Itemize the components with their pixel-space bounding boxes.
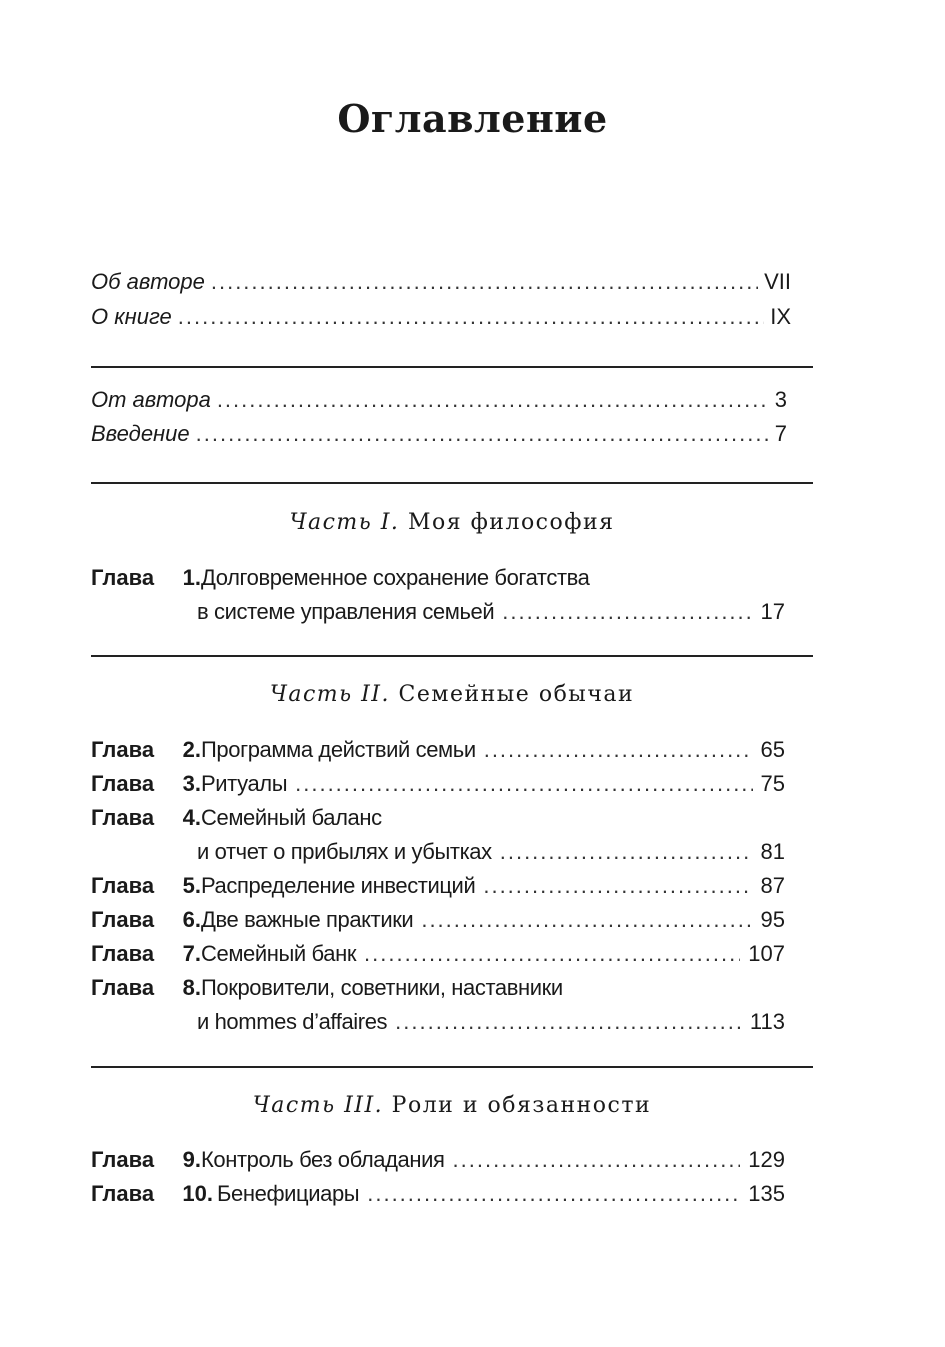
chapter-title: Программа действий семьи (201, 737, 476, 762)
dot-leader (500, 835, 753, 869)
chapter-word: Глава (91, 771, 155, 796)
chapter-row (217, 1177, 785, 1211)
chapter-number: 9. (182, 1147, 201, 1172)
chapter-row (201, 869, 785, 903)
chapter-word: Глава (91, 941, 155, 966)
toc-page-number: 81 (760, 839, 785, 864)
chapter-number: 7. (182, 941, 201, 966)
chapter-title-cont (197, 1005, 785, 1039)
chapter-title: Распределение инвестиций (201, 873, 476, 898)
chapter-number: 5. (182, 873, 201, 898)
dot-leader (502, 595, 752, 629)
toc-entry-label: О книге (91, 304, 172, 329)
chapter-row (201, 937, 785, 971)
chapter-number: 4. (182, 805, 201, 830)
chapter-number: 1. (182, 565, 201, 590)
chapter-title-cont (197, 595, 785, 629)
part-name: Моя философия (407, 510, 615, 535)
part-heading (91, 506, 813, 540)
chapter-number: 3. (182, 771, 201, 796)
chapter-title: Бенефициары (217, 1181, 360, 1206)
chapter-title-line2: и отчет о прибылях и убытках (197, 839, 492, 864)
chapter-title-line2: в системе управления семьей (197, 599, 495, 624)
chapter-title-cont (197, 835, 785, 869)
chapter-title: Контроль без обладания (201, 1147, 445, 1172)
chapter-word: Глава (91, 805, 155, 830)
chapter-title: Семейный банк (201, 941, 357, 966)
chapter-title: Покровители, советники, наставники (201, 975, 563, 1000)
dot-leader (295, 767, 752, 801)
toc-page-number: 135 (748, 1181, 785, 1206)
toc-entry-from-author[interactable] (91, 383, 787, 417)
dot-leader (211, 265, 758, 299)
part-name: Семейные обычаи (398, 682, 635, 707)
toc-entry-label: Об авторе (91, 269, 205, 294)
chapter-row (201, 1143, 785, 1177)
part-label: Часть III. (252, 1093, 384, 1118)
part-label: Часть II. (269, 682, 390, 707)
dot-leader (395, 1005, 742, 1039)
chapter-number: 10. (182, 1181, 213, 1206)
dot-leader (453, 1143, 741, 1177)
toc-page-number: VII (764, 269, 791, 294)
toc-page-number: 65 (760, 737, 785, 762)
toc-page-number: 75 (760, 771, 785, 796)
chapter-word: Глава (91, 565, 155, 590)
toc-entry-about-book[interactable] (91, 300, 791, 334)
toc-entry-introduction[interactable] (91, 417, 787, 451)
toc-page-number: 113 (749, 1009, 785, 1034)
part-name: Роли и обязанности (391, 1093, 652, 1118)
toc-page-number: 7 (774, 421, 787, 446)
chapter-number: 2. (182, 737, 201, 762)
chapter-title: Ритуалы (201, 771, 288, 796)
chapter-number: 6. (182, 907, 201, 932)
toc-page-number: 129 (748, 1147, 785, 1172)
chapter-row (201, 903, 785, 937)
toc-entry-label: Введение (91, 421, 190, 446)
chapter-word: Глава (91, 873, 155, 898)
toc-page-number: 3 (774, 387, 787, 412)
chapter-word: Глава (91, 1147, 155, 1172)
toc-entry-about-author[interactable] (91, 265, 791, 299)
section-divider (91, 482, 813, 484)
chapter-title: Долговременное сохранение богатства (201, 565, 590, 590)
section-divider (91, 366, 813, 368)
dot-leader (178, 300, 764, 334)
dot-leader (196, 417, 769, 451)
toc-page-number: 87 (760, 873, 785, 898)
chapter-number: 8. (182, 975, 201, 1000)
page-title: Оглавление (337, 96, 608, 141)
dot-leader (364, 937, 740, 971)
toc-entry-label: От автора (91, 387, 211, 412)
part-label: Часть I. (289, 510, 400, 535)
chapter-word: Глава (91, 907, 155, 932)
toc-page-number: 17 (760, 599, 785, 624)
section-divider (91, 1066, 813, 1068)
dot-leader (483, 869, 752, 903)
chapter-row (201, 767, 785, 801)
chapter-title: Семейный баланс (201, 805, 382, 830)
chapter-word: Глава (91, 737, 155, 762)
toc-page-number: IX (770, 304, 791, 329)
dot-leader (217, 383, 769, 417)
chapter-row (201, 733, 785, 767)
part-heading (91, 678, 813, 712)
dot-leader (421, 903, 752, 937)
toc-page-number: 95 (760, 907, 785, 932)
dot-leader (484, 733, 753, 767)
section-divider (91, 655, 813, 657)
chapter-word: Глава (91, 1181, 155, 1206)
chapter-title-line2: и hommes d’affaires (197, 1009, 388, 1034)
toc-page-number: 107 (748, 941, 785, 966)
part-heading (91, 1089, 813, 1123)
dot-leader (367, 1177, 740, 1211)
chapter-word: Глава (91, 975, 155, 1000)
chapter-title: Две важные практики (201, 907, 414, 932)
